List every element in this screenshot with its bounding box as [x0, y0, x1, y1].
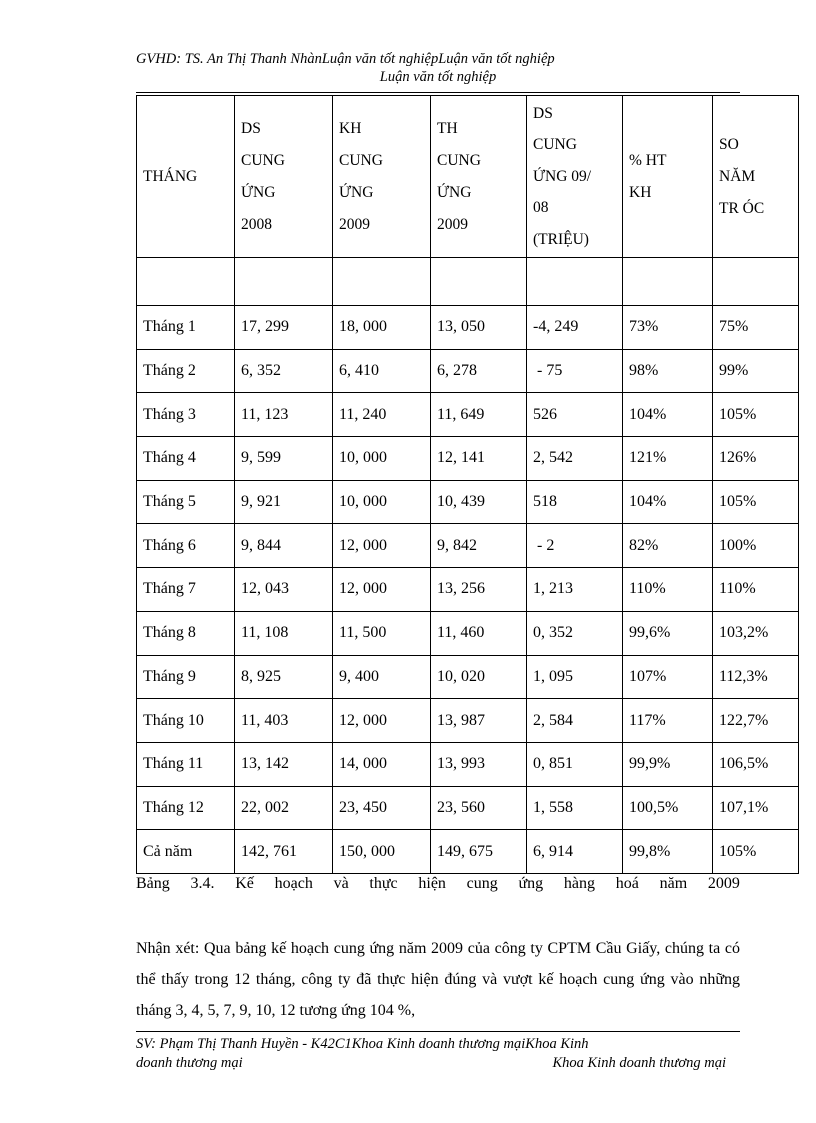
value-cell: -4, 249	[527, 306, 623, 350]
column-header	[431, 96, 527, 258]
footer-faculty-right: Khoa Kinh doanh thương mại	[552, 1055, 726, 1071]
column-header-line: TR ÓC	[719, 199, 765, 217]
column-header-line: DS	[533, 104, 553, 122]
value-cell: 13, 050	[431, 306, 527, 350]
empty-cell	[431, 258, 527, 306]
page-footer	[136, 1035, 740, 1073]
column-header-line: CUNG	[339, 151, 383, 169]
value-cell: 11, 240	[333, 393, 431, 437]
value-cell: 122,7%	[713, 699, 799, 743]
column-header-line: NĂM	[719, 167, 756, 185]
caption-word: hiện	[418, 875, 446, 892]
value-cell: 82%	[623, 524, 713, 568]
column-header-line: TH	[437, 119, 458, 137]
value-cell: 110%	[713, 568, 799, 612]
month-cell: Tháng 10	[137, 699, 235, 743]
table-row	[137, 830, 799, 874]
column-header-line: KH	[629, 183, 652, 201]
column-header-line: (TRIỆU)	[533, 230, 589, 248]
column-header-line: CUNG	[533, 136, 577, 154]
value-cell: 10, 439	[431, 480, 527, 524]
value-cell: 11, 123	[235, 393, 333, 437]
value-cell: 98%	[623, 349, 713, 393]
column-header-line: CUNG	[437, 151, 481, 169]
column-header-line: DS	[241, 119, 261, 137]
column-header	[527, 96, 623, 258]
table-row	[137, 742, 799, 786]
column-header-line: 08	[533, 199, 549, 217]
column-header	[623, 96, 713, 258]
month-cell: Tháng 8	[137, 611, 235, 655]
value-cell: 149, 675	[431, 830, 527, 874]
value-cell: 12, 000	[333, 524, 431, 568]
value-cell: 9, 599	[235, 437, 333, 481]
page-header	[136, 50, 740, 86]
value-cell: 11, 108	[235, 611, 333, 655]
column-header-line: SO	[719, 135, 739, 153]
footer-rule	[136, 1031, 740, 1032]
value-cell: 6, 914	[527, 830, 623, 874]
value-cell: 11, 500	[333, 611, 431, 655]
empty-cell	[333, 258, 431, 306]
empty-cell	[713, 258, 799, 306]
value-cell: 99,8%	[623, 830, 713, 874]
caption-word: ứng	[518, 875, 544, 892]
caption-word: cung	[466, 875, 498, 892]
value-cell: 105%	[713, 393, 799, 437]
month-cell: Tháng 4	[137, 437, 235, 481]
value-cell: 100,5%	[623, 786, 713, 830]
value-cell: 142, 761	[235, 830, 333, 874]
value-cell: 126%	[713, 437, 799, 481]
table-row	[137, 524, 799, 568]
value-cell: - 75	[527, 349, 623, 393]
value-cell: 110%	[623, 568, 713, 612]
column-header-line: % HT	[629, 151, 667, 169]
value-cell: 11, 460	[431, 611, 527, 655]
column-header-line: ỨNG	[437, 183, 472, 201]
value-cell: 10, 000	[333, 437, 431, 481]
caption-word: hàng	[563, 875, 596, 892]
table-row	[137, 699, 799, 743]
value-cell: 104%	[623, 393, 713, 437]
value-cell: 121%	[623, 437, 713, 481]
value-cell: 12, 000	[333, 568, 431, 612]
value-cell: 0, 352	[527, 611, 623, 655]
header-rule	[136, 92, 740, 93]
header-line-2: Luận văn tốt nghiệp	[379, 69, 497, 85]
value-cell: 73%	[623, 306, 713, 350]
value-cell: 1, 558	[527, 786, 623, 830]
value-cell: 105%	[713, 830, 799, 874]
table-row	[137, 655, 799, 699]
empty-cell	[623, 258, 713, 306]
value-cell: 107%	[623, 655, 713, 699]
value-cell: 10, 020	[431, 655, 527, 699]
caption-word: hoá	[615, 875, 639, 892]
table-row	[137, 568, 799, 612]
commentary-paragraph: Nhận xét: Qua bảng kế hoạch cung ứng năm 2009 của công ty CPTM Cầu Giấy, chúng ta có thể thấy trong 12 tháng, công ty đã thực hiện đúng và vượt kế hoạch cung ứng vào những tháng 3, 4, 5, 7, 9, 10, 12 tương ứng 104 %,	[136, 940, 740, 1019]
value-cell: 1, 095	[527, 655, 623, 699]
month-cell: Tháng 7	[137, 568, 235, 612]
value-cell: 99%	[713, 349, 799, 393]
table-row	[137, 349, 799, 393]
table-caption	[136, 875, 740, 893]
value-cell: 6, 410	[333, 349, 431, 393]
caption-word: 3.4.	[190, 875, 215, 892]
value-cell: 14, 000	[333, 742, 431, 786]
column-header-line: 2009	[437, 215, 468, 233]
value-cell: 13, 256	[431, 568, 527, 612]
empty-cell	[137, 258, 235, 306]
footer-faculty-left: doanh thương mại	[136, 1055, 243, 1071]
empty-cell	[527, 258, 623, 306]
value-cell: 99,9%	[623, 742, 713, 786]
header-line-1: GVHD: TS. An Thị Thanh NhànLuận văn tốt nghiệpLuận văn tốt nghiệp	[136, 51, 555, 67]
month-cell: Cả năm	[137, 830, 235, 874]
column-header-line: ỨNG 09/	[533, 167, 592, 185]
column-header-line: THÁNG	[143, 167, 198, 185]
value-cell: 1, 213	[527, 568, 623, 612]
value-cell: 0, 851	[527, 742, 623, 786]
caption-word: Bảng	[136, 875, 170, 892]
column-header	[235, 96, 333, 258]
column-header	[333, 96, 431, 258]
month-cell: Tháng 6	[137, 524, 235, 568]
column-header-line: CUNG	[241, 151, 285, 169]
caption-word: Kế	[235, 875, 254, 892]
month-cell: Tháng 2	[137, 349, 235, 393]
value-cell: 100%	[713, 524, 799, 568]
table-row	[137, 786, 799, 830]
caption-word: hoạch	[274, 875, 313, 892]
footer-line-1: SV: Phạm Thị Thanh Huyền - K42C1Khoa Kinh doanh thương mạiKhoa Kinh	[136, 1036, 589, 1052]
table-row	[137, 611, 799, 655]
caption-word: 2009	[707, 875, 740, 892]
value-cell: 117%	[623, 699, 713, 743]
table-row	[137, 306, 799, 350]
value-cell: 2, 584	[527, 699, 623, 743]
value-cell: 9, 842	[431, 524, 527, 568]
value-cell: 518	[527, 480, 623, 524]
value-cell: 12, 141	[431, 437, 527, 481]
value-cell: 2, 542	[527, 437, 623, 481]
column-header-line: ỨNG	[339, 183, 374, 201]
value-cell: 8, 925	[235, 655, 333, 699]
value-cell: 75%	[713, 306, 799, 350]
value-cell: 6, 352	[235, 349, 333, 393]
table-body	[137, 96, 799, 874]
value-cell: 107,1%	[713, 786, 799, 830]
value-cell: 13, 993	[431, 742, 527, 786]
table-row	[137, 437, 799, 481]
column-header	[713, 96, 799, 258]
caption-word: thực	[369, 875, 398, 892]
month-cell: Tháng 11	[137, 742, 235, 786]
value-cell: 10, 000	[333, 480, 431, 524]
value-cell: 23, 450	[333, 786, 431, 830]
caption-word: năm	[659, 875, 688, 892]
value-cell: 99,6%	[623, 611, 713, 655]
value-cell: 18, 000	[333, 306, 431, 350]
value-cell: 106,5%	[713, 742, 799, 786]
value-cell: 13, 987	[431, 699, 527, 743]
table-row	[137, 393, 799, 437]
value-cell: 9, 844	[235, 524, 333, 568]
column-header-line: KH	[339, 119, 362, 137]
value-cell: 9, 921	[235, 480, 333, 524]
value-cell: 6, 278	[431, 349, 527, 393]
value-cell: 22, 002	[235, 786, 333, 830]
month-cell: Tháng 1	[137, 306, 235, 350]
table-header-row	[137, 96, 799, 258]
value-cell: 526	[527, 393, 623, 437]
value-cell: 12, 043	[235, 568, 333, 612]
value-cell: 104%	[623, 480, 713, 524]
table-spacer-row	[137, 258, 799, 306]
value-cell: 12, 000	[333, 699, 431, 743]
value-cell: 13, 142	[235, 742, 333, 786]
empty-cell	[235, 258, 333, 306]
supply-plan-table	[136, 95, 799, 874]
table-row	[137, 480, 799, 524]
column-header-line: ỨNG	[241, 183, 276, 201]
footer-line-2	[136, 1054, 740, 1073]
value-cell: 11, 403	[235, 699, 333, 743]
month-cell: Tháng 5	[137, 480, 235, 524]
value-cell: 11, 649	[431, 393, 527, 437]
value-cell: 103,2%	[713, 611, 799, 655]
value-cell: 105%	[713, 480, 799, 524]
value-cell: 17, 299	[235, 306, 333, 350]
value-cell: 9, 400	[333, 655, 431, 699]
month-cell: Tháng 9	[137, 655, 235, 699]
value-cell: - 2	[527, 524, 623, 568]
month-cell: Tháng 12	[137, 786, 235, 830]
column-header-line: 2008	[241, 215, 272, 233]
value-cell: 23, 560	[431, 786, 527, 830]
value-cell: 150, 000	[333, 830, 431, 874]
value-cell: 112,3%	[713, 655, 799, 699]
column-header	[137, 96, 235, 258]
month-cell: Tháng 3	[137, 393, 235, 437]
column-header-line: 2009	[339, 215, 370, 233]
caption-word: và	[333, 875, 349, 892]
